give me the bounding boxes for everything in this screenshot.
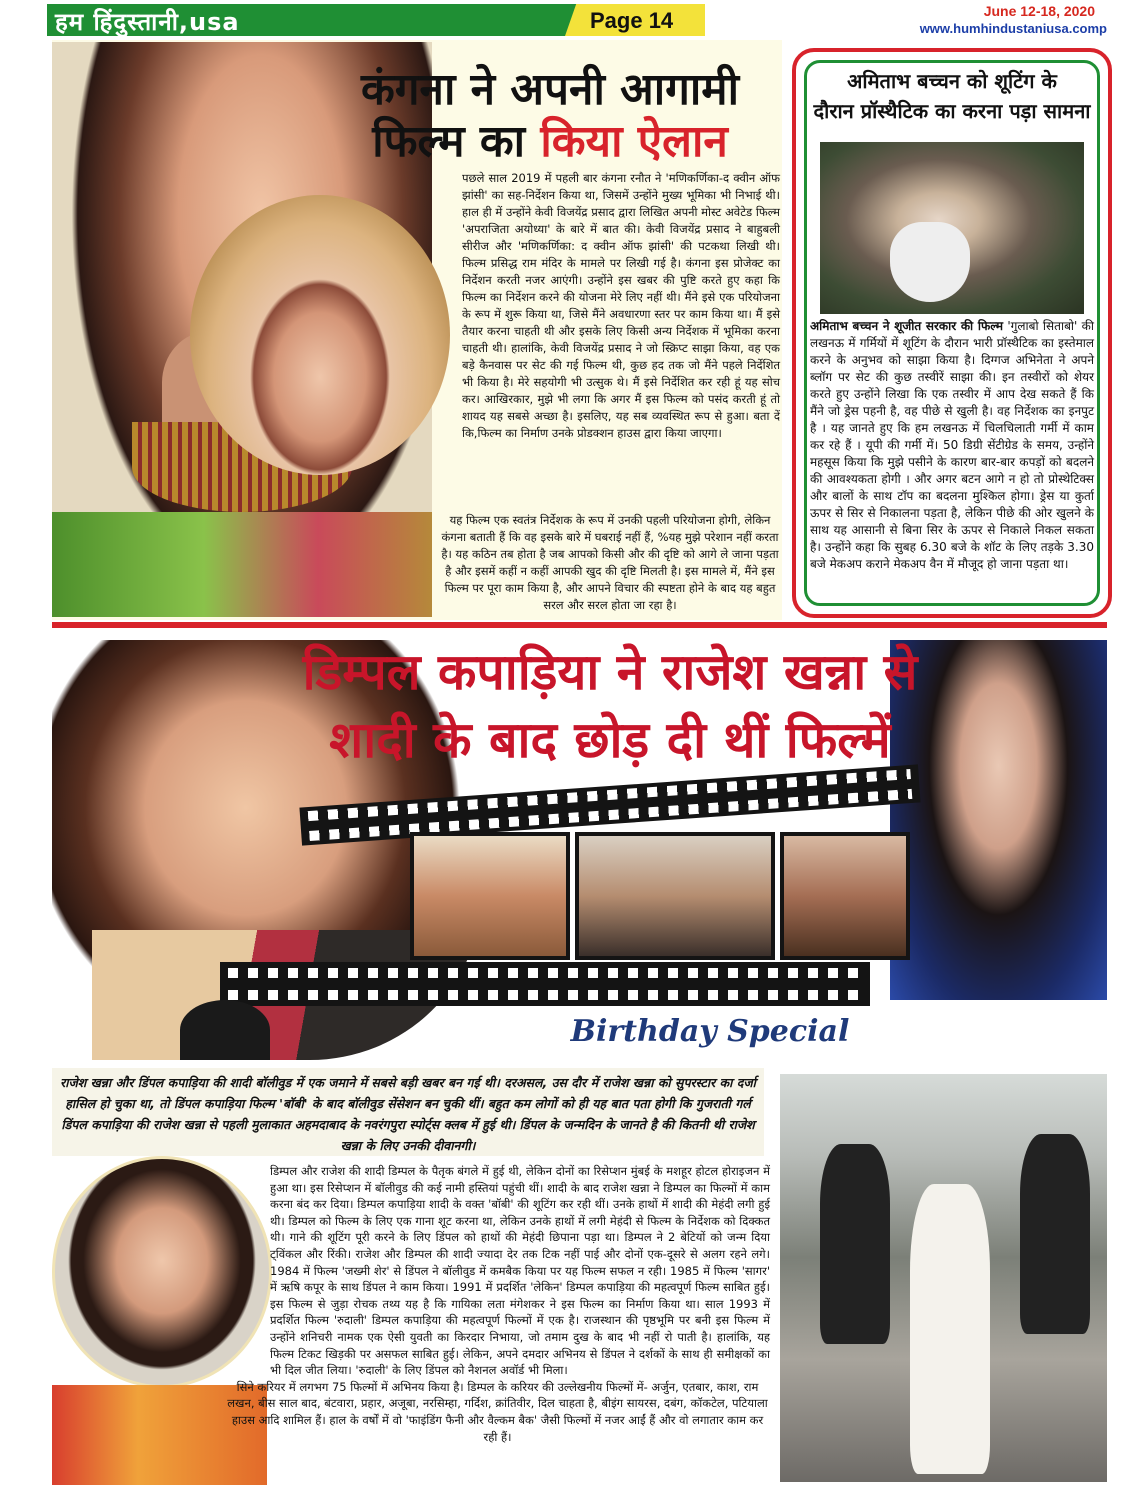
dimple-headline (300, 638, 920, 774)
kangana-article-para1: पछले साल 2019 में पहली बार कंगना रनौत ने 'मणिकर्णिका-द क्वीन ऑफ झांसी' का सह-निर्देशन किया था, जिसमें उन्होंने मुख्य भूमिका भी निभाई थी। हाल ही में उन्होंने केवी विजयेंद्र प्रसाद द्वारा लिखित अपनी मोस्ट अवेटेड फिल्म 'अपराजिता अयोध्या' के बारे में बात की। केवी विजयेंद्र प्रसाद ने बाहुबली सीरीज और 'मणिकर्णिका: द क्वीन ऑफ झांसी' की पटकथा लिखी थी। फिल्म प्रसिद्ध राम मंदिर के मामले पर लिखी गई है। कंगना इस प्रोजेक्ट का निर्देशन करती नजर आएंगी। उन्होंने इस खबर की पुष्टि करते हुए कहा कि फिल्म का निर्देशन करने की योजना मेरे लिए नहीं थी। मैंने इसे एक परियोजना के रूप में शुरू किया था, जिसे मैंने अवधारणा स्तर पर काम किया था। मैं इसे तैयार करना चाहती थी और इसके लिए किसी अन्य निर्देशक में भूमिका करना चाहती थी। हालांकि, केवी विजयेंद्र प्रसाद ने जो स्क्रिप्ट साझा किया, वह एक बड़े कैनवास पर सेट की गई फिल्म थी, कुछ हद तक जो मैंने पहले निर्देशित भी किया है। मेरे सहयोगी भी उत्सुक थे। मैं इसे निर्देशित कर रही हूं यह सोच कर। आखिरकार, मुझे भी लगा कि अगर मैं इस फिल्म को पसंद करती हूं तो शायद यह सबसे अच्छा है। इसलिए, यह सब व्यवस्थित रूप से हुआ। बता दें कि,फिल्म का निर्माण उनके प्रोडक्शन हाउस द्वारा किया जाएगा। (462, 171, 780, 440)
birthday-special-tagline: Birthday Special (570, 1014, 850, 1049)
kangana-headline-plain: फिल्म का (372, 116, 541, 167)
person-white-outfit (910, 1184, 990, 1474)
section-divider (52, 622, 1107, 628)
dimple-young-photo (52, 1156, 272, 1388)
kangana-article-para2: यह फिल्म एक स्वतंत्र निर्देशक के रूप में उनकी पहली परियोजना होगी, लेकिन कंगना बताती हैं कि वह इसके बारे में घबराई नहीं हैं, %यह मुझे परेशान नहीं करता है। यह कठिन तब होता है जब आपको किसी और की दृष्टि को आगे ले जाना पड़ता है और इसमें कहीं न कहीं आपकी खुद की दृष्टि मिलती है। इस मामले में, मैंने इस फिल्म पर पूरा काम किया है, और आपने विचार की स्पष्टता होने के बाद यह बहुत सरल और सरल होता जा रहा है। (441, 513, 779, 612)
film-frame-wedding (410, 832, 570, 960)
newspaper-title: हम हिंदुस्तानी,usa (55, 8, 240, 36)
amitabh-article-body (810, 318, 1094, 573)
dimple-article-body (227, 1163, 770, 1445)
amitabh-photo (820, 142, 1084, 314)
film-strip-curl (180, 1000, 270, 1060)
dimple-blue-photo (890, 640, 1107, 1000)
film-holes-upper (228, 968, 862, 978)
dimple-intro-text: राजेश खन्ना और डिंपल कपाड़िया की शादी बॉलीवुड में एक जमाने में सबसे बड़ी खबर बन गई थी। दरअसल, उस दौर में राजेश खन्ना को सुपरस्टार का दर्जा हासिल हो चुका था, तो डिंपल कपाड़िया फिल्म 'बॉबी' के बाद बॉलीवुड सेंसेशन बन चुकी थीं। बहुत कम लोगों को ही यह बात पता होगी कि गुजराती गर्ल डिंपल कपाड़िया की राजेश खन्ना से पहली मुलाकात अहमदाबाद के नवरंगपुरा स्पोर्ट्स क्लब में हुई थी। डिंपल के जन्मदिन के जानते है की कितनी थी राजेश खन्ना के लिए उनकी दीवानगी। (60, 1075, 756, 1153)
dimple-headline-line2: शादी के बाद छोड़ दी थीं फिल्में (329, 711, 891, 769)
amitabh-beard (890, 222, 970, 302)
person-dark-left (820, 1144, 890, 1344)
portrait-saree (52, 512, 432, 617)
film-holes-lower (228, 990, 862, 1000)
kangana-turban-photo (190, 195, 450, 475)
amitabh-article-text: 'गुलाबो सिताबो' की लखनऊ में गर्मियों में शूटिंग के दौरान भारी प्रॉस्थैटिक का इस्तेमाल करने के अनुभव को साझा किया है। दिग्गज अभिनेता ने अपने ब्लॉग पर सेट की कुछ तस्वीरें साझा की। इन तस्वीरों को शेयर करते हुए उन्होंने लिखा कि एक तस्वीर में आप देख सकते हैं कि मैंने जो ड्रेस पहनी है, वह पीछे से खुली है। वह निर्देशक का इनपुट है । यह जानते हुए कि हम लखनऊ में चिलचिलाती गर्मी में काम कर रहे हैं । यूपी की गर्मी में। 50 डिग्री सेंटीग्रेड के समय, उन्होंने महसूस किया कि मुझे पसीने के कारण बार-बार कपड़ों को बदलने की आवश्यकता होगी । और अगर बटन आगे न हो तो प्रोस्थेटिक्स और बालों के साथ टॉप का बदलना मुश्किल होगा। ड्रेस या कुर्ता ऊपर से सिर से निकालना पड़ता है, लेकिन पीछे की ओर खुलने के साथ यह आसानी से बिना सिर के ऊपर से निकाले निकल सकता है। उन्होंने कहा कि सुबह 6.30 बजे के शॉट के लिए तड़के 3.30 बजे मेकअप कराने मेकअप वैन में मौजूद हो जाना पड़ता था। (810, 319, 1094, 571)
masthead (0, 0, 1135, 40)
amitabh-headline-line2: दौरान प्रॉस्थैटिक का करना पड़ा सामना (813, 99, 1091, 123)
dimple-article-tail: सिने करियर में लगभग 75 फिल्मों में अभिनय किया है। डिम्पल के करियर की उल्लेखनीय फिल्मों में- अर्जुन, एतबार, काश, राम लखन, बीस साल बाद, बंटवारा, प्रहार, अजूबा, नरसिम्हा, गर्दिश, क्रांतिवीर, दिल चाहता है, बीइंग सायरस, दबंग, कॉकटेल, पटियाला हाउस आदि शामिल हैं। हाल के वर्षों में वो 'फाइंडिंग फैनी और वैल्कम बैक' जैसी फिल्मों में नजर आईं हैं और वो लगातार काम कर रही हैं। (227, 1379, 768, 1444)
amitabh-headline (796, 66, 1108, 126)
page-number: Page 14 (590, 8, 674, 33)
issue-date: June 12-18, 2020 (983, 3, 1095, 19)
film-strip-bottom (220, 962, 870, 1006)
dimple-article-main: डिम्पल और राजेश की शादी डिम्पल के पैतृक बंगले में हुई थी, लेकिन दोनों का रिसेप्शन मुंबई के मशहूर होटल होराइजन में हुआ था। इस रिसेप्शन में बॉलीवुड की कई नामी हस्तियां पहुंची थीं। शादी के बाद राजेश खन्ना ने डिम्पल का फिल्मों में काम करना बंद कर दिया। डिम्पल कपाड़िया शादी के वक्त 'बॉबी' की शूटिंग कर रही थीं। उनके हाथों में शादी की मेहंदी लगी हुई थी। डिम्पल को फिल्म के लिए एक गाना शूट करना था, लेकिन उनके हाथों में लगी मेहंदी से फिल्म के निर्देशक को दिक्कत थी। गाने की शूटिंग पूरी करने के लिए डिंपल को हाथों की मेहंदी छिपाना पड़ा था। डिम्पल ने 2 बेटियों को जन्म दिया ट्विंकल और रिंकी। राजेश और डिम्पल की शादी ज्यादा देर तक टिक नहीं पाई और दोनों एक-दूसरे से अलग रहने लगे। 1984 में फिल्म 'जख्मी शेर' से डिंपल ने बॉलीवुड में कमबैक किया पर यह फिल्म सफल न रही। 1985 में फिल्म 'सागर' में ऋषि कपूर के साथ डिंपल ने काम किया। 1991 में प्रदर्शित 'लेकिन' डिम्पल कपाड़िया की महत्वपूर्ण फिल्म साबित हुई। इस फिल्म से जुड़ा रोचक तथ्य यह है कि गायिका लता मंगेशकर ने इस फिल्म का निर्माण किया था। साल 1993 में प्रदर्शित फिल्म 'रुदाली' डिम्पल कपाड़िया की महत्वपूर्ण फिल्मों में एक है। राजस्थान की पृष्ठभूमि पर बनी इस फिल्म में उन्होंने शनिचरी नामक एक ऐसी युवती का किरदार निभाया, जो तमाम दुख के बाद भी नहीं रो पाती है। हालांकि, यह फिल्म टिकट खिड़की पर असफल साबित हुई। लेकिन, अपने दमदार अभिनय से डिंपल ने दर्शकों के साथ ही समीक्षकों का भी दिल जीत लिया। 'रुदाली' के लिए डिंपल को नैशनल अवॉर्ड भी मिला। (270, 1164, 770, 1378)
dimple-headline-line1: डिम्पल कपाड़िया ने राजेश खन्ना से (302, 643, 918, 701)
film-frame-still (780, 832, 910, 960)
kangana-headline (310, 64, 790, 168)
person-dark-right (1020, 1134, 1090, 1334)
amitabh-article-lead: अमिताभ बच्चन ने शूजीत सरकार की फिल्म (810, 319, 1004, 333)
dimple-street-photo (780, 1074, 1107, 1482)
kangana-headline-line2 (310, 116, 790, 168)
kangana-headline-highlight: किया ऐलान (540, 116, 728, 167)
film-frame-family (575, 832, 775, 960)
website-link[interactable]: www.humhindustaniusa.comp (919, 21, 1107, 36)
amitabh-headline-line1: अमिताभ बच्चन को शूटिंग के (847, 69, 1057, 93)
kangana-headline-line1: कंगना ने अपनी आगामी (360, 64, 740, 115)
